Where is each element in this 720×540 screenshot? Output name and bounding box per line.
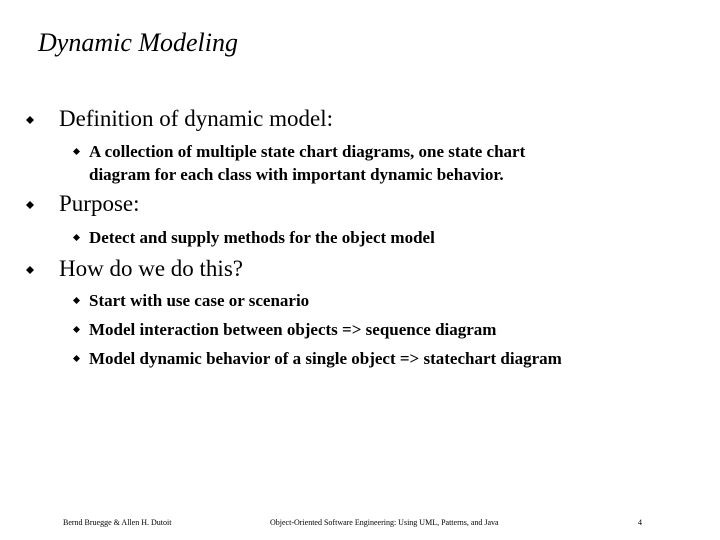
footer-book: Object-Oriented Software Engineering: Using UML, Patterns, and Java: [270, 518, 499, 527]
small-diamond-icon: [73, 297, 80, 304]
sub-bullet-detect-text: Detect and supply methods for the object model: [89, 228, 435, 247]
sub-bullet-start-text: Start with use case or scenario: [89, 291, 310, 310]
sub-bullet-interaction-text: Model interaction between objects => sequence diagram: [89, 320, 497, 339]
sub-bullet-collection-line1: A collection of multiple state chart diagrams, one state chart: [89, 142, 526, 161]
sub-bullet-behavior-text: Model dynamic behavior of a single object => statechart diagram: [89, 349, 562, 368]
small-diamond-icon: [73, 355, 80, 362]
slide-title: Dynamic Modeling: [38, 28, 239, 57]
small-diamond-icon: [73, 234, 80, 241]
small-diamond-icon: [73, 148, 80, 155]
diamond-icon: [26, 201, 34, 209]
bullet-purpose-text: Purpose:: [59, 191, 140, 216]
diamond-icon: [26, 266, 34, 274]
small-diamond-icon: [73, 326, 80, 333]
diamond-icon: [26, 116, 34, 124]
bullet-how-text: How do we do this?: [59, 256, 243, 281]
footer-authors: Bernd Bruegge & Allen H. Dutoit: [63, 518, 172, 527]
sub-bullet-collection-line2: diagram for each class with important dynamic behavior.: [89, 165, 504, 184]
bullet-definition-text: Definition of dynamic model:: [59, 106, 334, 131]
footer-page-number: 4: [638, 518, 642, 527]
